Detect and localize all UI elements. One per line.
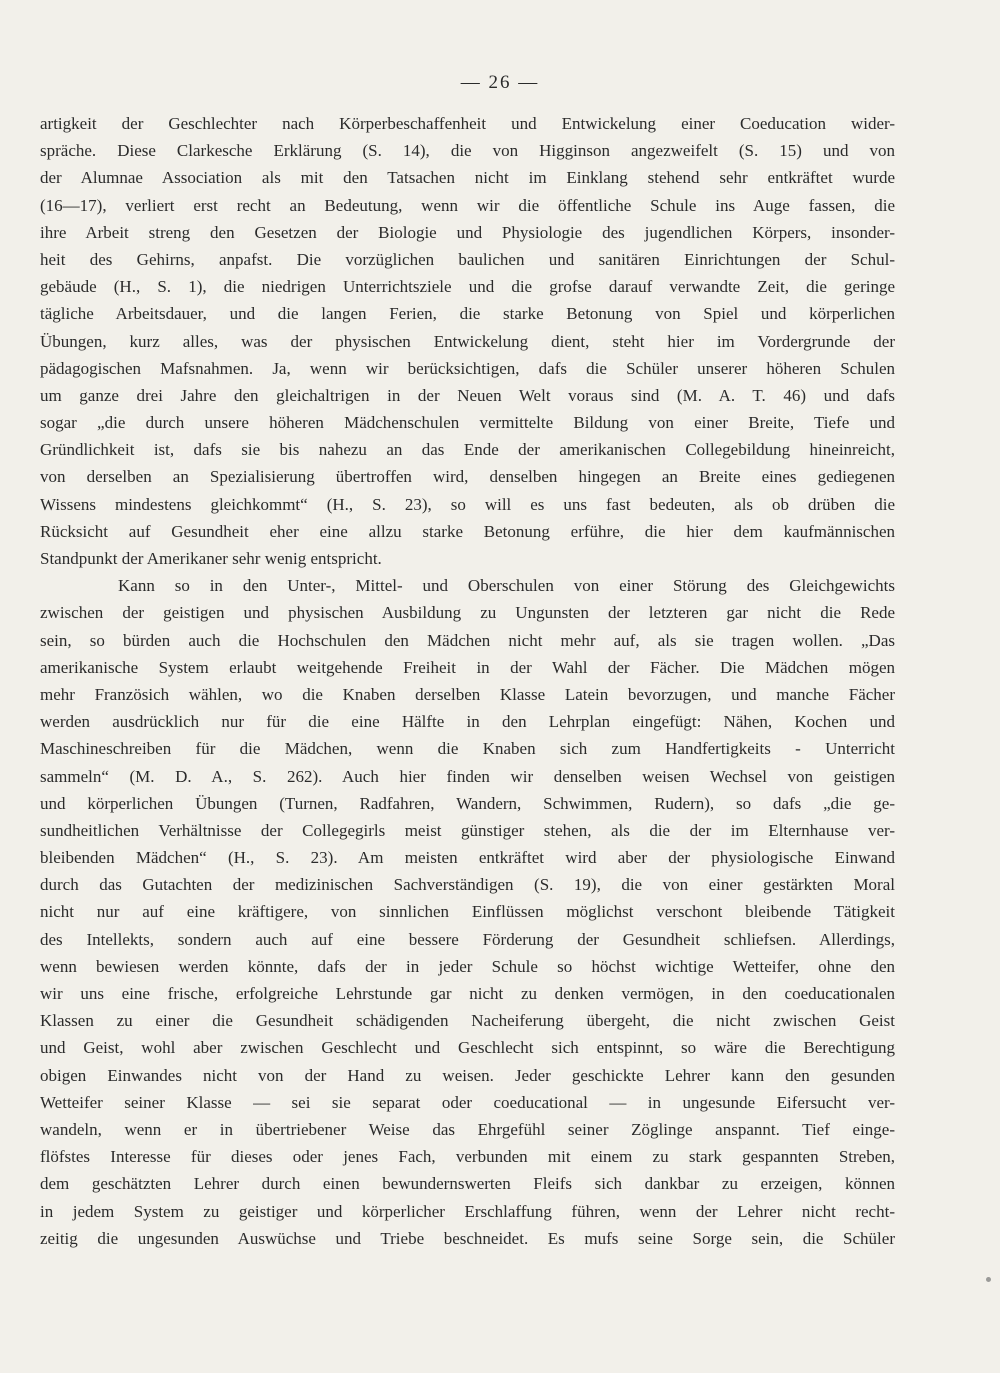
text-line: (16—17), verliert erst recht an Bedeutung, wenn wir die öffentliche Schule ins Auge fassen, die	[40, 195, 895, 215]
text-line: Standpunkt der Amerikaner sehr wenig entspricht.	[40, 549, 382, 568]
text-line: Wetteifer seiner Klasse — sei sie separat oder coeducational — in ungesunde Eifersucht ver-	[40, 1092, 895, 1112]
text-line: amerikanische System erlaubt weitgehende Freiheit in der Wahl der Fächer. Die Mädchen mögen	[40, 657, 895, 677]
text-line: sundheitlichen Verhältnisse der Collegegirls meist günstiger stehen, als die der im Elternhause ver-	[40, 820, 895, 840]
text-line: durch das Gutachten der medizinischen Sachverständigen (S. 19), die von einer gestärkten Moral	[40, 875, 895, 895]
text-line: sammeln“ (M. D. A., S. 262). Auch hier finden wir denselben weisen Wechsel von geistigen	[40, 766, 895, 786]
text-line: wir uns eine frische, erfolgreiche Lehrstunde gar nicht zu denken vermögen, in den coeducationalen	[40, 984, 895, 1003]
text-line: in jedem System zu geistiger und körperlicher Erschlaffung führen, wenn der Lehrer nicht recht-	[40, 1201, 895, 1221]
text-line: flöfstes Interesse für dieses oder jenes Fach, verbunden mit einem zu stark gespannten Streben,	[40, 1147, 895, 1167]
text-line: Übungen, kurz alles, was der physischen Entwickelung dient, steht hier im Vordergrunde der	[40, 331, 895, 351]
body-text	[40, 110, 895, 1252]
text-line: nicht nur auf eine kräftigere, von sinnlichen Einflüssen möglichst verschont bleibende Tätigkeit	[40, 902, 895, 922]
text-line: zwischen der geistigen und physischen Ausbildung zu Ungunsten der letzteren gar nicht die Rede	[40, 603, 895, 623]
text-line: sein, so bürden auch die Hochschulen den Mädchen nicht mehr auf, als sie tragen wollen. „Das	[40, 630, 895, 650]
text-line: der Alumnae Association als mit den Tatsachen nicht im Einklang stehend sehr entkräftet wurde	[40, 168, 895, 188]
text-line: heit des Gehirns, anpafst. Die vorzüglichen baulichen und sanitären Einrichtungen der Schul-	[40, 249, 895, 269]
text-line: Gründlichkeit ist, dafs sie bis nahezu an das Ende der amerikanischen Collegebildung hineinreicht,	[40, 440, 895, 460]
text-line: des Intellekts, sondern auch auf eine bessere Förderung der Gesundheit schliefsen. Allerdings,	[40, 929, 895, 949]
text-line: gebäude (H., S. 1), die niedrigen Unterrichtsziele und die grofse darauf verwandte Zeit, die geringe	[40, 277, 895, 297]
text-line: werden ausdrücklich nur für die eine Hälfte in den Lehrplan eingefügt: Nähen, Kochen und	[40, 712, 895, 732]
text-line: obigen Einwandes nicht von der Hand zu weisen. Jeder geschickte Lehrer kann den gesunden	[40, 1065, 895, 1085]
text-line: Wissens mindestens gleichkommt“ (H., S. 23), so will es uns fast bedeuten, als ob drüben die	[40, 494, 895, 514]
scan-speck	[986, 1277, 991, 1282]
text-line: ihre Arbeit streng den Gesetzen der Biologie und Physiologie des jugendlichen Körpers, insonder-	[40, 222, 895, 242]
text-line: wenn bewiesen werden könnte, dafs der in jeder Schule so höchst wichtige Wetteifer, ohne den	[40, 956, 895, 976]
text-line: spräche. Diese Clarkesche Erklärung (S. 14), die von Higginson angezweifelt (S. 15) und von	[40, 141, 895, 161]
text-line: mehr Französich wählen, wo die Knaben derselben Klasse Latein bevorzugen, und manche Fächer	[40, 684, 895, 704]
text-line: und körperlichen Übungen (Turnen, Radfahren, Wandern, Schwimmen, Rudern), so dafs „die ge-	[40, 793, 895, 813]
page-number: — 26 —	[460, 72, 540, 93]
text-line: wandeln, wenn er in übertriebener Weise das Ehrgefühl seiner Zöglinge anspannt. Tief einge-	[40, 1119, 895, 1139]
text-line: pädagogischen Mafsnahmen. Ja, wenn wir berücksichtigen, dafs die Schüler unserer höheren Schulen	[40, 358, 895, 378]
text-line: von derselben an Spezialisierung übertroffen wird, denselben hingegen an Breite eines gediegenen	[40, 467, 895, 487]
text-line: zeitig die ungesunden Auswüchse und Triebe beschneidet. Es mufs seine Sorge sein, die Schüler	[40, 1228, 895, 1248]
text-line: sogar „die durch unsere höheren Mädchenschulen vermittelte Bildung von einer Breite, Tiefe und	[40, 413, 895, 433]
text-line: Maschineschreiben für die Mädchen, wenn die Knaben sich zum Handfertigkeits - Unterricht	[40, 739, 895, 759]
text-line: Klassen zu einer die Gesundheit schädigenden Nacheiferung übergeht, die nicht zwischen Geist	[40, 1011, 895, 1031]
text-line: tägliche Arbeitsdauer, und die langen Ferien, die starke Betonung von Spiel und körperlichen	[40, 304, 895, 324]
text-line: Kann so in den Unter-, Mittel- und Oberschulen von einer Störung des Gleichgewichts	[118, 576, 895, 596]
text-line: um ganze drei Jahre den gleichaltrigen in der Neuen Welt voraus sind (M. A. T. 46) und dafs	[40, 385, 895, 405]
text-line: bleibenden Mädchen“ (H., S. 23). Am meisten entkräftet wird aber der physiologische Einwand	[40, 848, 895, 868]
text-line: dem geschätzten Lehrer durch einen bewundernswerten Fleifs sich dankbar zu erzeigen, können	[40, 1174, 895, 1194]
text-line: artigkeit der Geschlechter nach Körperbeschaffenheit und Entwickelung einer Coeducation wider-	[40, 114, 895, 133]
text-line: und Geist, wohl aber zwischen Geschlecht und Geschlecht sich entspinnt, so wäre die Berechtigung	[40, 1038, 895, 1058]
text-line: Rücksicht auf Gesundheit eher eine allzu starke Betonung erführe, die hier dem kaufmännischen	[40, 521, 895, 541]
